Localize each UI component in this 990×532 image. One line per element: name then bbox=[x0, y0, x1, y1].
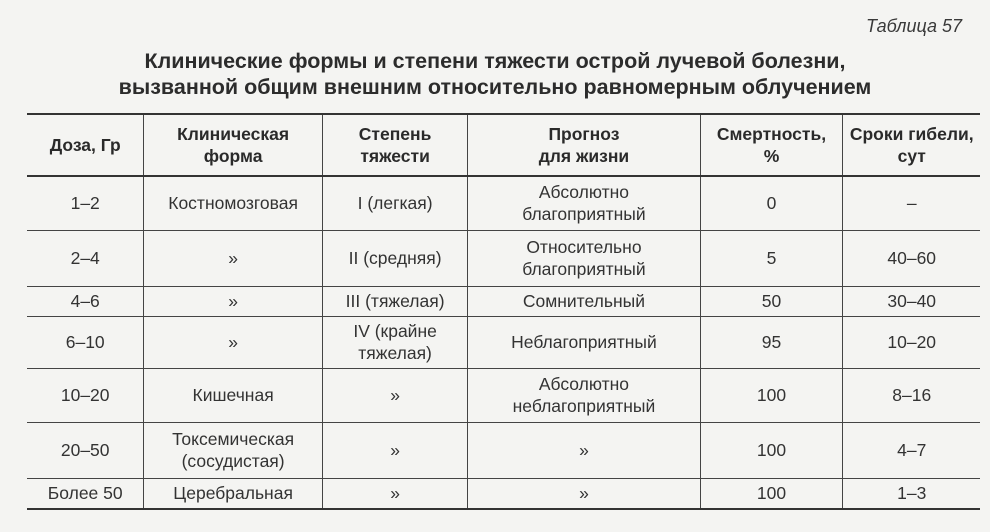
table-row bbox=[27, 176, 980, 230]
cell-severity bbox=[322, 286, 468, 316]
header-death-time-line-2: сут bbox=[897, 146, 926, 166]
cell-prognosis bbox=[468, 316, 700, 368]
header-mortality bbox=[700, 114, 843, 176]
table-row bbox=[27, 368, 980, 422]
cell-prognosis-line-2: благоприятный bbox=[522, 204, 646, 225]
header-severity-line-1: Степень bbox=[358, 124, 432, 144]
cell-prognosis bbox=[468, 230, 700, 286]
cell-prognosis-line-1: Сомнительный bbox=[522, 291, 646, 311]
cell-clinical-form-line-1: » bbox=[228, 291, 238, 311]
cell-clinical-form-line-1: Церебральная bbox=[173, 483, 293, 504]
cell-clinical-form bbox=[144, 478, 322, 509]
table-title-line-2: вызванной общим внешним относительно равномерным облучением bbox=[118, 75, 872, 99]
header-severity-line-2: тяжести bbox=[360, 146, 430, 166]
cell-prognosis bbox=[468, 286, 700, 316]
cell-prognosis bbox=[468, 422, 700, 478]
header-clinical-form-line-2: форма bbox=[203, 146, 263, 166]
header-mortality-line-2: % bbox=[763, 146, 780, 166]
table-row bbox=[27, 478, 980, 509]
data-table bbox=[27, 113, 980, 510]
header-severity bbox=[322, 114, 468, 176]
cell-prognosis-line-2: неблагоприятный bbox=[512, 396, 656, 416]
cell-prognosis-line-1: Относительно bbox=[526, 237, 642, 257]
cell-severity-line-1: III (тяжелая) bbox=[345, 291, 445, 311]
header-death-time-line-1: Сроки гибели, bbox=[849, 124, 974, 144]
cell-mortality: 100 bbox=[700, 478, 843, 509]
cell-dose: 10–20 bbox=[60, 385, 110, 405]
cell-severity-line-1: I (легкая) bbox=[357, 193, 433, 214]
header-dose bbox=[27, 114, 144, 176]
cell-severity bbox=[322, 422, 468, 478]
cell-mortality: 95 bbox=[700, 316, 843, 368]
table-row bbox=[27, 230, 980, 286]
header-mortality-line-1: Смертность, bbox=[716, 124, 827, 144]
cell-mortality: 0 bbox=[700, 176, 843, 230]
cell-death-time: 4–7 bbox=[843, 422, 980, 478]
cell-clinical-form-line-2: (сосудистая) bbox=[181, 451, 285, 471]
cell-clinical-form-line-1: Костномозговая bbox=[168, 193, 298, 214]
cell-death-time: 40–60 bbox=[843, 230, 980, 286]
cell-severity bbox=[322, 368, 468, 422]
cell-mortality: 100 bbox=[700, 422, 843, 478]
header-clinical-form-line-1: Клиническая bbox=[177, 124, 290, 144]
cell-clinical-form-line-1: Кишечная bbox=[192, 385, 274, 405]
cell-clinical-form bbox=[144, 286, 322, 316]
cell-prognosis-line-1: » bbox=[579, 440, 589, 460]
cell-severity-line-1: IV (крайне bbox=[353, 321, 437, 341]
cell-prognosis-line-1: » bbox=[579, 483, 589, 504]
table-title-line-1: Клинические формы и степени тяжести острой лучевой болезни, bbox=[144, 49, 846, 73]
cell-dose: Более 50 bbox=[47, 483, 123, 504]
cell-severity-line-1: » bbox=[390, 385, 400, 405]
cell-prognosis-line-1: Неблагоприятный bbox=[511, 332, 657, 352]
cell-mortality: 100 bbox=[700, 368, 843, 422]
cell-dose: 6–10 bbox=[65, 332, 105, 352]
table-row bbox=[27, 422, 980, 478]
cell-clinical-form bbox=[144, 368, 322, 422]
header-row bbox=[27, 114, 980, 176]
header-clinical-form bbox=[144, 114, 322, 176]
cell-prognosis bbox=[468, 478, 700, 509]
cell-clinical-form bbox=[144, 176, 322, 230]
cell-prognosis-line-2: благоприятный bbox=[522, 259, 646, 279]
cell-severity-line-2: тяжелая) bbox=[358, 343, 432, 363]
cell-severity bbox=[322, 316, 468, 368]
cell-clinical-form bbox=[144, 316, 322, 368]
cell-death-time: 8–16 bbox=[843, 368, 980, 422]
header-prognosis-line-2: для жизни bbox=[538, 146, 630, 166]
cell-death-time: – bbox=[843, 176, 980, 230]
cell-severity-line-1: II (средняя) bbox=[348, 248, 442, 268]
table-header bbox=[27, 114, 980, 176]
header-prognosis bbox=[468, 114, 700, 176]
cell-death-time: 30–40 bbox=[843, 286, 980, 316]
cell-dose: 4–6 bbox=[70, 291, 100, 311]
header-death-time bbox=[843, 114, 980, 176]
table-body bbox=[27, 176, 980, 509]
cell-clinical-form bbox=[144, 230, 322, 286]
table-row bbox=[27, 316, 980, 368]
cell-clinical-form-line-1: » bbox=[228, 332, 238, 352]
cell-clinical-form-line-1: Токсемическая bbox=[172, 429, 295, 449]
cell-death-time: 1–3 bbox=[843, 478, 980, 509]
cell-dose: 20–50 bbox=[60, 440, 110, 460]
table-number: Таблица 57 bbox=[865, 16, 962, 36]
cell-clinical-form-line-1: » bbox=[228, 248, 238, 268]
cell-dose: 2–4 bbox=[70, 248, 100, 268]
header-dose-line-1: Доза, Гр bbox=[49, 135, 121, 155]
cell-clinical-form bbox=[144, 422, 322, 478]
cell-dose: 1–2 bbox=[70, 193, 100, 214]
table-row bbox=[27, 286, 980, 316]
cell-prognosis bbox=[468, 368, 700, 422]
cell-mortality: 5 bbox=[700, 230, 843, 286]
header-prognosis-line-1: Прогноз bbox=[548, 124, 620, 144]
cell-mortality: 50 bbox=[700, 286, 843, 316]
cell-severity-line-1: » bbox=[390, 483, 400, 504]
table-title bbox=[0, 48, 990, 100]
cell-severity bbox=[322, 230, 468, 286]
cell-severity bbox=[322, 478, 468, 509]
cell-severity-line-1: » bbox=[390, 440, 400, 460]
cell-prognosis-line-1: Абсолютно bbox=[538, 374, 630, 394]
cell-prognosis-line-1: Абсолютно bbox=[538, 182, 630, 203]
cell-death-time: 10–20 bbox=[843, 316, 980, 368]
cell-severity bbox=[322, 176, 468, 230]
cell-prognosis bbox=[468, 176, 700, 230]
